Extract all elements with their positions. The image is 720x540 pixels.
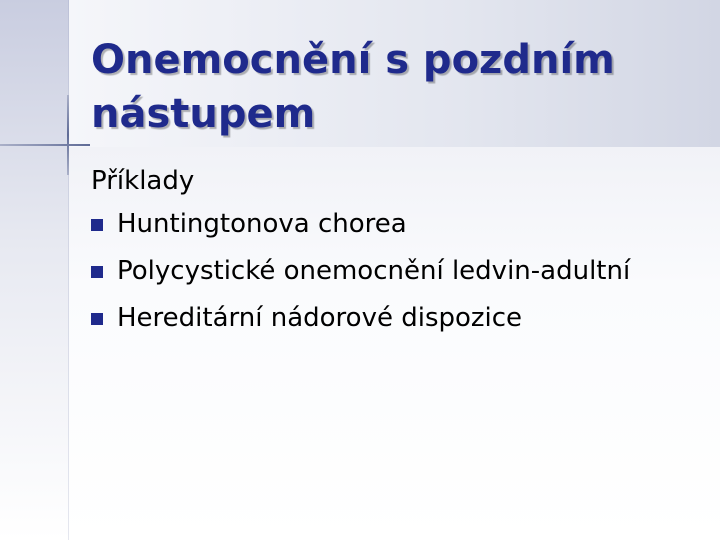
square-bullet-icon [91, 313, 103, 325]
list-item-text: Huntingtonova chorea [117, 208, 407, 239]
list-item [91, 294, 711, 341]
slide-title-line-1: Onemocnění s pozdním [91, 37, 615, 83]
slide-title-line-2: nástupem [91, 91, 316, 137]
decorative-cross-horizontal [0, 144, 90, 146]
list-item [91, 200, 711, 247]
slide-divider-line [68, 0, 69, 540]
list-item-text: Hereditární nádorové dispozice [117, 302, 523, 333]
square-bullet-icon [91, 266, 103, 278]
square-bullet-icon [91, 219, 103, 231]
slide-intro-text: Příklady [91, 166, 195, 196]
slide-left-panel [0, 0, 69, 540]
decorative-cross-vertical [67, 95, 69, 175]
slide-body [91, 162, 711, 341]
bullet-list [91, 200, 711, 341]
list-item-text: Polycystické onemocnění ledvin-adultní [117, 255, 631, 286]
slide-title [91, 33, 691, 141]
list-item [91, 247, 711, 294]
